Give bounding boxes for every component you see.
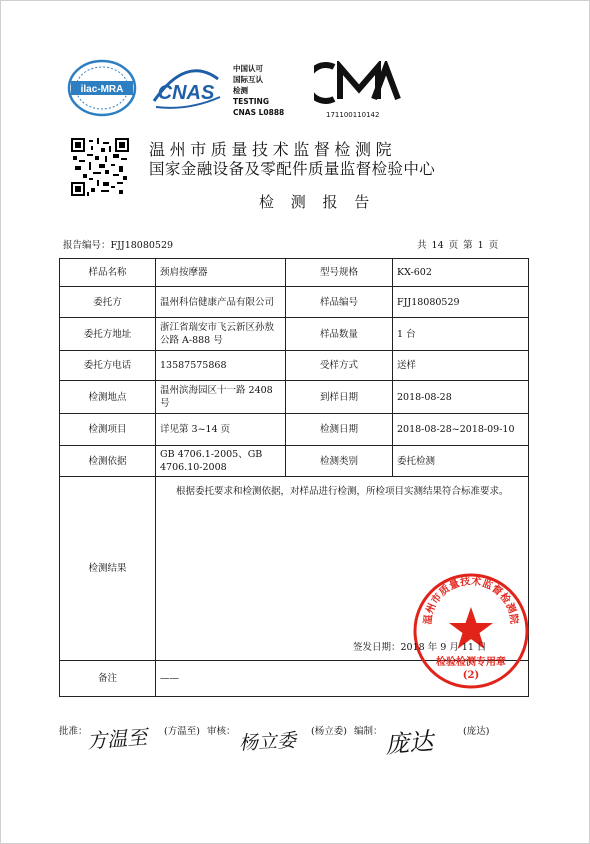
cnas-logo xyxy=(146,61,226,115)
sample-no-label: 样品编号 xyxy=(286,287,393,318)
compile-name: (庞达) xyxy=(463,726,490,737)
page-info: 共 14 页 第 1 页 xyxy=(417,240,499,251)
test-date-label: 检测日期 xyxy=(286,414,393,446)
compile-signature: 庞达 xyxy=(384,726,435,760)
official-seal xyxy=(411,571,531,691)
review-label: 审核： xyxy=(207,726,236,737)
seal-bottom-text: 检验检测专用章 xyxy=(436,657,506,668)
table-row xyxy=(60,381,529,414)
receive-method-value: 送样 xyxy=(393,351,529,381)
test-site-label: 检测地点 xyxy=(60,381,156,414)
sample-qty-label: 样品数量 xyxy=(286,318,393,351)
receive-method-label: 受样方式 xyxy=(286,351,393,381)
institute-name: 温州市质量技术监督检测院 xyxy=(149,140,397,159)
arrival-date-label: 到样日期 xyxy=(286,381,393,414)
client-tel-label: 委托方电话 xyxy=(60,351,156,381)
test-date-value: 2018-08-28~2018-09-10 xyxy=(393,414,529,446)
model-value: KX-602 xyxy=(393,259,529,287)
cma-logo xyxy=(314,61,404,105)
compile-label: 编制： xyxy=(354,726,383,737)
model-label: 型号规格 xyxy=(286,259,393,287)
remark-label: 备注 xyxy=(60,661,156,697)
table-row xyxy=(60,259,529,287)
ilac-mra-logo xyxy=(67,59,137,117)
cma-logo-text: CMA xyxy=(357,104,361,105)
client-address-value: 浙江省瑞安市飞云新区孙敖公路 A-888 号 xyxy=(156,318,286,351)
approve-signature: 方温至 xyxy=(86,724,148,754)
cnas-line: 中国认可 xyxy=(233,64,263,73)
table-row xyxy=(60,287,529,318)
qr-code xyxy=(71,138,129,196)
approve-name: (方温至) xyxy=(164,726,200,737)
sample-qty-value: 1 台 xyxy=(393,318,529,351)
test-items-label: 检测项目 xyxy=(60,414,156,446)
review-name: (杨立委) xyxy=(311,726,347,737)
center-name: 国家金融设备及零配件质量监督检验中心 xyxy=(149,160,436,178)
review-signature: 杨立委 xyxy=(238,729,297,755)
client-value: 温州科信健康产品有限公司 xyxy=(156,287,286,318)
sample-name-value: 颈肩按摩器 xyxy=(156,259,286,287)
test-basis-value: GB 4706.1-2005、GB 4706.10-2008 xyxy=(156,446,286,477)
test-result-label: 检测结果 xyxy=(60,477,156,661)
report-title: 检 测 报 告 xyxy=(259,193,376,211)
table-row xyxy=(60,414,529,446)
test-result-text: 根据委托要求和检测依据，对样品进行检测，所检项目实测结果符合标准要求。 xyxy=(176,486,509,497)
test-site-value: 温州滨海园区十一路 2408 号 xyxy=(156,381,286,414)
table-row xyxy=(60,351,529,381)
remark-value: —— xyxy=(156,661,529,697)
cnas-line: 检测 xyxy=(233,86,248,95)
cnas-accreditation-text xyxy=(233,63,284,118)
ilac-logo-text: ilac-MRA xyxy=(80,84,124,95)
approve-label: 批准： xyxy=(59,726,88,737)
test-category-value: 委托检测 xyxy=(393,446,529,477)
client-tel-value: 13587575868 xyxy=(156,351,286,381)
sample-no-value: FJJ18080529 xyxy=(393,287,529,318)
client-label: 委托方 xyxy=(60,287,156,318)
sample-name-label: 样品名称 xyxy=(60,259,156,287)
arrival-date-value: 2018-08-28 xyxy=(393,381,529,414)
cnas-logo-text: CNAS xyxy=(157,82,215,104)
seal-number: (2) xyxy=(462,670,480,681)
seal-ring-text: 温州市质量技术监督检测院 xyxy=(422,576,520,626)
cma-number: 171100110142 xyxy=(326,111,380,119)
cnas-line: 国际互认 xyxy=(233,75,263,84)
test-items-value: 详见第 3~14 页 xyxy=(156,414,286,446)
client-address-label: 委托方地址 xyxy=(60,318,156,351)
issue-date: 签发日期：2018 年 9 月 11 日 xyxy=(353,642,487,653)
table-row xyxy=(60,318,529,351)
cnas-line: CNAS L0888 xyxy=(233,108,285,117)
report-number: 报告编号：FJJ18080529 xyxy=(63,240,174,251)
table-row xyxy=(60,446,529,477)
cnas-line: TESTING xyxy=(233,97,269,106)
test-basis-label: 检测依据 xyxy=(60,446,156,477)
test-category-label: 检测类别 xyxy=(286,446,393,477)
